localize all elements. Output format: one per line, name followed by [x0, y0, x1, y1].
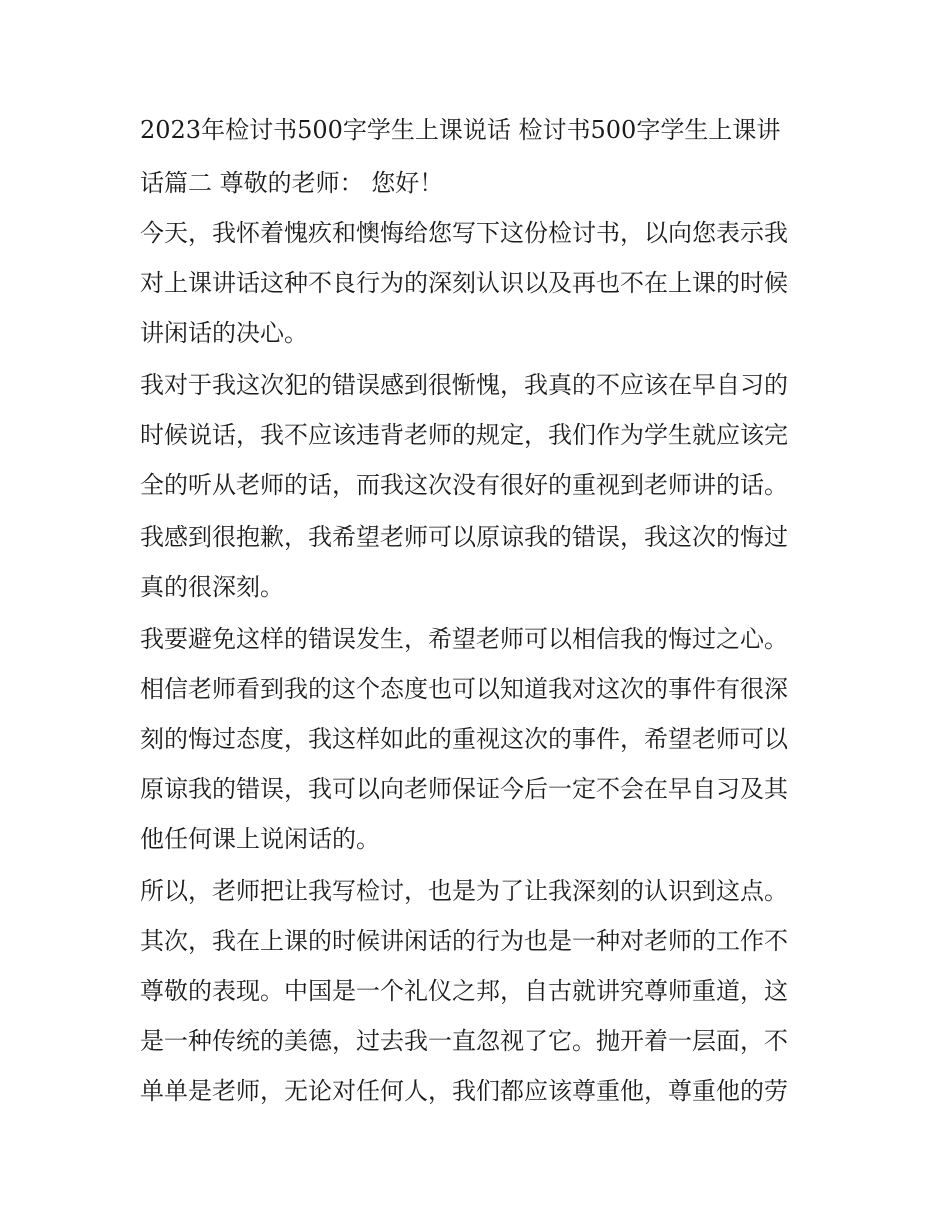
text-line: 相信老师看到我的这个态度也可以知道我对这次的事件有很深 [140, 675, 788, 703]
text-line: 其次，我在上课的时候讲闲话的行为也是一种对老师的工作不 [140, 927, 788, 955]
text-line: 对上课讲话这种不良行为的深刻认识以及再也不在上课的时候 [140, 269, 788, 297]
text-line: 尊敬的表现。中国是一个礼仪之邦，自古就讲究尊师重道，这 [140, 977, 788, 1005]
text-line: 所以，老师把让我写检讨，也是为了让我深刻的认识到这点。 [140, 877, 788, 905]
text-line: 刻的悔过态度，我这样如此的重视这次的事件，希望老师可以 [140, 725, 788, 753]
text-line: 全的听从老师的话，而我这次没有很好的重视到老师讲的话。 [140, 471, 788, 499]
text-line: 他任何课上说闲话的。 [140, 825, 380, 853]
text-line: 是一种传统的美德，过去我一直忽视了它。抛开着一层面，不 [140, 1027, 788, 1055]
text-line: 原谅我的错误，我可以向老师保证今后一定不会在早自习及其 [140, 775, 788, 803]
text-line: 讲闲话的决心。 [140, 319, 308, 347]
text-line: 今天，我怀着愧疚和懊悔给您写下这份检讨书，以向您表示我 [140, 219, 788, 247]
text-line: 真的很深刻。 [140, 573, 284, 601]
text-line: 我对于我这次犯的错误感到很惭愧，我真的不应该在早自习的 [140, 371, 788, 399]
text-line: 单单是老师，无论对任何人，我们都应该尊重他，尊重他的劳 [140, 1077, 788, 1105]
text-line: 2023年检讨书500字学生上课说话 检讨书500字学生上课讲 [140, 116, 781, 144]
text-line: 我要避免这样的错误发生，希望老师可以相信我的悔过之心。 [140, 625, 788, 653]
text-line: 我感到很抱歉，我希望老师可以原谅我的错误，我这次的悔过 [140, 523, 788, 551]
text-line: 时候说话，我不应该违背老师的规定，我们作为学生就应该完 [140, 421, 788, 449]
text-line: 话篇二 尊敬的老师： 您好！ [140, 169, 444, 197]
